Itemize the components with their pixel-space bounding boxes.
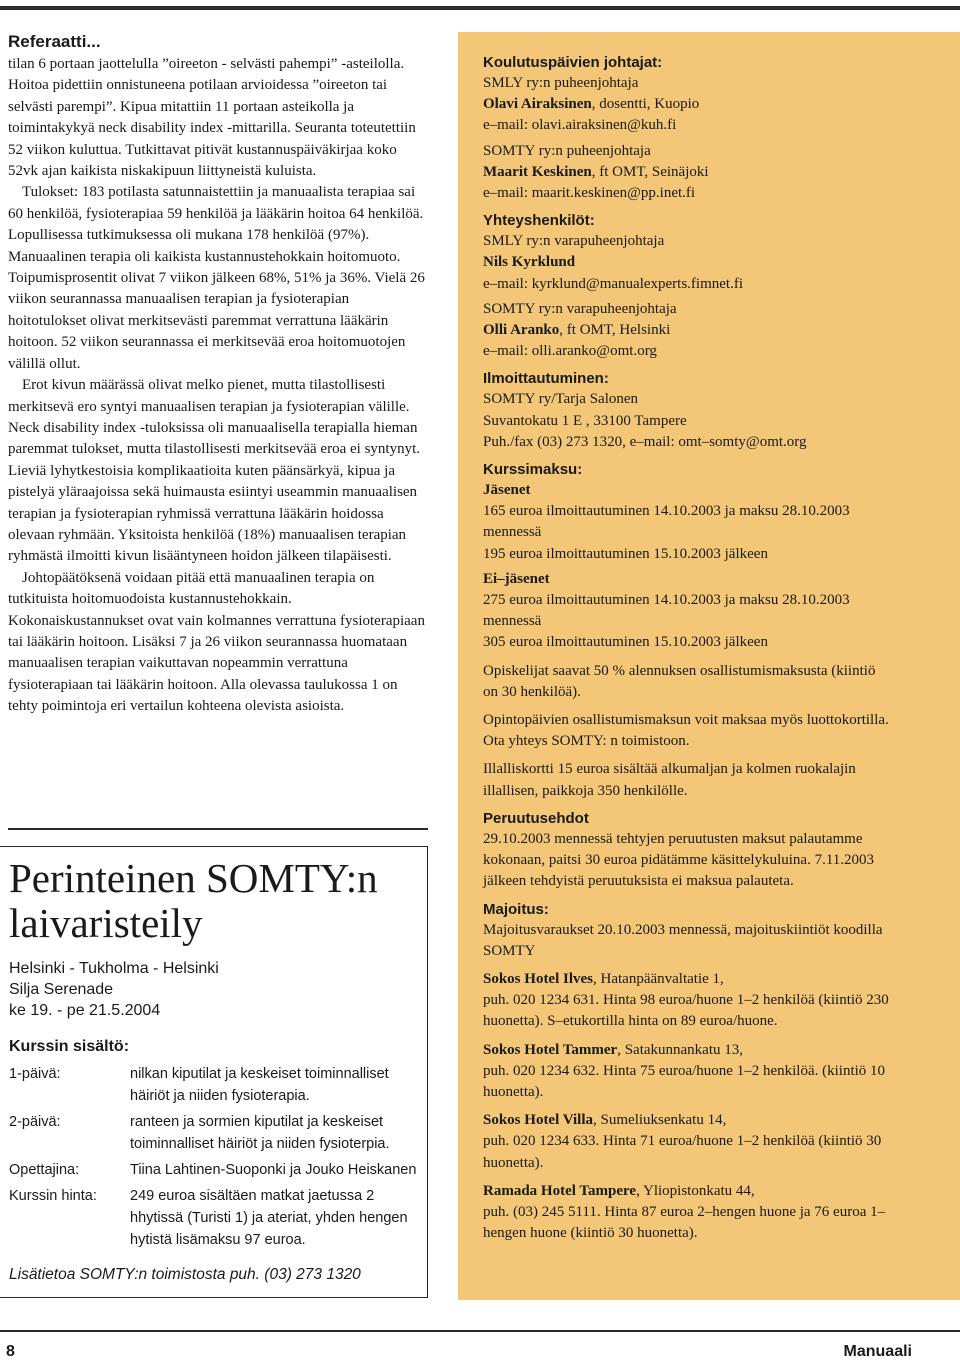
course-row-price xyxy=(9,1185,424,1251)
course-route: Helsinki - Tukholma - Helsinki xyxy=(9,960,219,977)
course-route-info xyxy=(9,958,219,1021)
nonmembers-label xyxy=(483,569,893,590)
hotel-address: , Yliopistonkatu 44, xyxy=(636,1182,755,1199)
leader1-title: , dosentti, Kuopio xyxy=(591,96,700,113)
hotel-2-details: puh. 020 1234 632. Hinta 75 euroa/huone 1–2 henkilöä. (kiintiö 10 huonetta). xyxy=(483,1062,886,1100)
hotel-name: Sokos Hotel Villa xyxy=(483,1112,594,1129)
accommodation-intro: Majoitusvaraukset 20.10.2003 mennessä, majoituskiintiöt koodilla SOMTY xyxy=(483,921,883,959)
column-divider xyxy=(8,828,428,830)
contact2-org: SOMTY ry:n varapuheenjohtaja xyxy=(483,300,677,317)
info-sidebar xyxy=(458,32,960,1300)
contact1-org: SMLY ry:n varapuheenjohtaja xyxy=(483,233,665,250)
fee-heading: Kurssimaksu: xyxy=(483,461,583,479)
course-row-label: 2-päivä: xyxy=(9,1114,61,1130)
hotel-address: , Hatanpäänvaltatie 1, xyxy=(593,970,724,987)
leader1-line xyxy=(483,94,893,115)
contacts-heading: Yhteyshenkilöt: xyxy=(483,212,595,230)
course-row-label: 1-päivä: xyxy=(9,1066,61,1082)
leader1-org: SMLY ry:n puheenjohtaja xyxy=(483,75,639,91)
course-row-label: Kurssin hinta: xyxy=(9,1188,97,1204)
course-row-value: Tiina Lahtinen-Suoponki ja Jouko Heiskanen xyxy=(130,1162,417,1178)
nonmembers-fee-1: 275 euroa ilmoittautuminen 14.10.2003 ja maksu 28.10.2003 mennessä xyxy=(483,592,850,630)
article-paragraph-4: Johtopäätöksenä voidaan pitää että manuaalinen terapia on tutkituista hoitomuodoista kustannustehokkain. Kokonaiskustannukset ovat vain kolmannes verrattuna fysioterapiaan tai lääkärin hoitoon. Lisäksi 7 ja 26 viikon seurannassa huomataan manuaalisen terapian vaikuttavan nopeammin verrattuna fysioterapiaan tai lääkärin hoitoon. Alla olevassa taulukossa 1 on tehty poimintoja eri vertailun kohteena olevista asioista. xyxy=(8,569,425,715)
hotel-1-header xyxy=(483,969,893,990)
accommodation-heading: Majoitus: xyxy=(483,900,549,918)
course-row-value: nilkan kiputilat ja keskeiset toiminnalliset häiriöt ja niiden fysioterapia. xyxy=(130,1066,389,1104)
nonmembers-label-text: Ei–jäsenet xyxy=(483,570,550,587)
members-label-text: Jäsenet xyxy=(483,482,531,499)
study-days-note: Opintopäivien osallistumismaksun voit maksaa myös luottokortilla. Ota yhteys SOMTY: n toimistoon. xyxy=(483,712,889,750)
registration-line-2: Suvantokatu 1 E , 33100 Tampere xyxy=(483,412,687,429)
hotel-name: Sokos Hotel Ilves xyxy=(483,970,594,987)
leaders-heading: Koulutuspäivien johtajat: xyxy=(483,54,663,71)
course-row-value: 249 euroa sisältäen matkat jaetussa 2 hhytissä (Turisti 1) ja ateriat, yhden hengen hytistä lisämaksu 97 euroa. xyxy=(130,1188,408,1248)
registration-line-3: Puh./fax (03) 273 1320, e–mail: omt–somty@omt.org xyxy=(483,433,807,450)
students-note: Opiskelijat saavat 50 % alennuksen osallistumismaksusta (kiintiö on 30 henkilöä). xyxy=(483,662,876,700)
course-row-day2 xyxy=(9,1111,424,1155)
members-fee-2: 195 euroa ilmoittautuminen 15.10.2003 jälkeen xyxy=(483,545,768,562)
leader1-name: Olavi Airaksinen xyxy=(483,96,592,113)
article-column xyxy=(8,32,428,718)
cancellation-text: 29.10.2003 mennessä tehtyjen peruutusten maksut palautamme kokonaan, paitsi 30 euroa pidätämme käsittelykuluina. 7.11.2003 jälkeen tehdyistä peruutuksista ei maksua palauteta. xyxy=(483,830,875,890)
contact2-name: Olli Aranko xyxy=(483,322,560,339)
hotel-name: Sokos Hotel Tammer xyxy=(483,1041,618,1058)
dinner-note: Illalliskortti 15 euroa sisältää alkumaljan ja kolmen ruokalajin illallisen, paikkoja 350 henkilölle. xyxy=(483,761,856,799)
hotel-3-details: puh. 020 1234 633. Hinta 71 euroa/huone 1–2 henkilöä (kiintiö 30 huonetta). xyxy=(483,1133,882,1171)
hotel-4-details: puh. (03) 245 5111. Hinta 87 euroa 2–hengen huone ja 76 euroa 1–hengen huone (kiintiö 30 huonetta). xyxy=(483,1203,886,1242)
hotel-address: , Sumeliuksenkatu 14, xyxy=(593,1112,727,1129)
leader2-name: Maarit Keskinen xyxy=(483,163,592,180)
top-rule xyxy=(0,6,960,10)
contact2-title: , ft OMT, Helsinki xyxy=(559,322,671,339)
course-contents-heading: Kurssin sisältö: xyxy=(9,1038,130,1055)
footer-rule xyxy=(0,1330,960,1332)
contact1-name xyxy=(483,252,893,273)
section-kicker: Referaatti... xyxy=(8,32,101,51)
hotel-address: , Satakunnankatu 13, xyxy=(617,1041,743,1058)
leader2-title: , ft OMT, Seinäjoki xyxy=(591,163,709,180)
article-paragraph-1: tilan 6 portaan jaottelulla ”oireeton - selvästi pahempi” -asteilolla. Hoitoa pidettiin onnistuneena potilaan arvioidessa ”oireeton tai selvästi parempi”. Kipua mitattiin 11 portaan asteikolla ja toimintakykyä neck disability index -mittarilla. Seuranta toteutettiin 52 viikon kuluttua. Tutkittavat pitivät kustannuspäiväkirjaa koko 52vk ajan kaikista niskakipuun liittyneistä kuluista. xyxy=(8,56,416,180)
course-row-value: ranteen ja sormien kiputilat ja keskeiset toiminnalliset häiriöt ja niiden fysioterpia. xyxy=(130,1114,390,1152)
members-label xyxy=(483,480,893,501)
hotel-4-header xyxy=(483,1181,893,1202)
article-paragraph-3: Erot kivun määrässä olivat melko pienet, mutta tilastollisesti merkitsevä ero syntyi manuaalisen terapian ja fysioterapian välille. Neck disability index -tuloksissa oli manuaalisella terapialla hieman paremmat tulokset, mutta tilastollisesti merkitsevää eroa ei syntynyt. Lieviä lyhytkestoisia komplikaatioita kuten päänsärkyä, kipua ja pistelyä yläraajoissa sekä huimausta esiintyi useammin manuaalisen terapian ja fysioterapian ryhmissä verrattuna lääkärin hoidossa olevaan ryhmään. Yksitoista henkilöä (18%) manuaalisen terapian ryhmästä ilmoitti kivun lisääntyneen hoidon jälkeen tilapäisesti. xyxy=(8,377,420,565)
course-title: Perinteinen SOMTY:n laivaristeily xyxy=(9,855,378,946)
course-row-label: Opettajina: xyxy=(9,1162,80,1178)
course-row-teachers xyxy=(9,1159,424,1181)
contact2-line xyxy=(483,320,893,341)
publication-name: Manuaali xyxy=(843,1343,912,1360)
leader2-email: e–mail: maarit.keskinen@pp.inet.fi xyxy=(483,185,696,202)
hotel-2-header xyxy=(483,1040,893,1061)
leader2-org: SOMTY ry:n puheenjohtaja xyxy=(483,142,651,159)
hotel-3-header xyxy=(483,1110,893,1131)
leader1-email: e–mail: olavi.airaksinen@kuh.fi xyxy=(483,117,677,134)
contact1-email: e–mail: kyrklund@manualexperts.fimnet.fi xyxy=(483,275,743,292)
course-more-info: Lisätietoa SOMTY:n toimistosta puh. (03) 273 1320 xyxy=(9,1266,361,1283)
hotel-name: Ramada Hotel Tampere xyxy=(483,1182,637,1199)
course-dates: ke 19. - pe 21.5.2004 xyxy=(9,1002,161,1019)
registration-heading: Ilmoittautuminen: xyxy=(483,370,609,388)
hotel-1-details: puh. 020 1234 631. Hinta 98 euroa/huone 1–2 henkilöä (kiintiö 230 huonetta). S–etukortilla hinta on 89 euroa/huone. xyxy=(483,992,889,1030)
registration-line-1: SOMTY ry/Tarja Salonen xyxy=(483,391,639,408)
course-row-day1 xyxy=(9,1063,424,1107)
cancellation-heading: Peruutusehdot xyxy=(483,809,589,827)
course-ship: Silja Serenade xyxy=(9,981,114,998)
members-fee-1: 165 euroa ilmoittautuminen 14.10.2003 ja maksu 28.10.2003 mennessä xyxy=(483,503,850,541)
article-paragraph-2: Tulokset: 183 potilasta satunnaistettiin ja manuaalista terapiaa sai 60 henkilöä, fysioterapiaa 59 henkilöä ja lääkärin hoitoa 64 henkilöä. Lopullisessa tutkimuksessa oli mukana 178 henkilöä (97%). Manuaalinen terapia oli kaikista kustannustehokkain hoitomuoto. Toipumisprosentit olivat 7 viikon jälkeen 68%, 51% ja 36%. Vielä 26 viikon seurannassa manuaalisen terapian ja fysioterapian hoitotulokset olivat merkitsevästi paremmat verrattuna lääkärin hoitoon. 52 viikon seurannassa ei merkitsevää eroa hoitomuotojen välillä ollut. xyxy=(8,184,425,372)
page-number: 8 xyxy=(6,1343,15,1360)
nonmembers-fee-2: 305 euroa ilmoittautuminen 15.10.2003 jälkeen xyxy=(483,634,768,651)
contact2-email: e–mail: olli.aranko@omt.org xyxy=(483,343,657,360)
info-sidebar-content xyxy=(483,53,893,1244)
leader2-line xyxy=(483,162,893,183)
contact1-name-text: Nils Kyrklund xyxy=(483,254,576,271)
